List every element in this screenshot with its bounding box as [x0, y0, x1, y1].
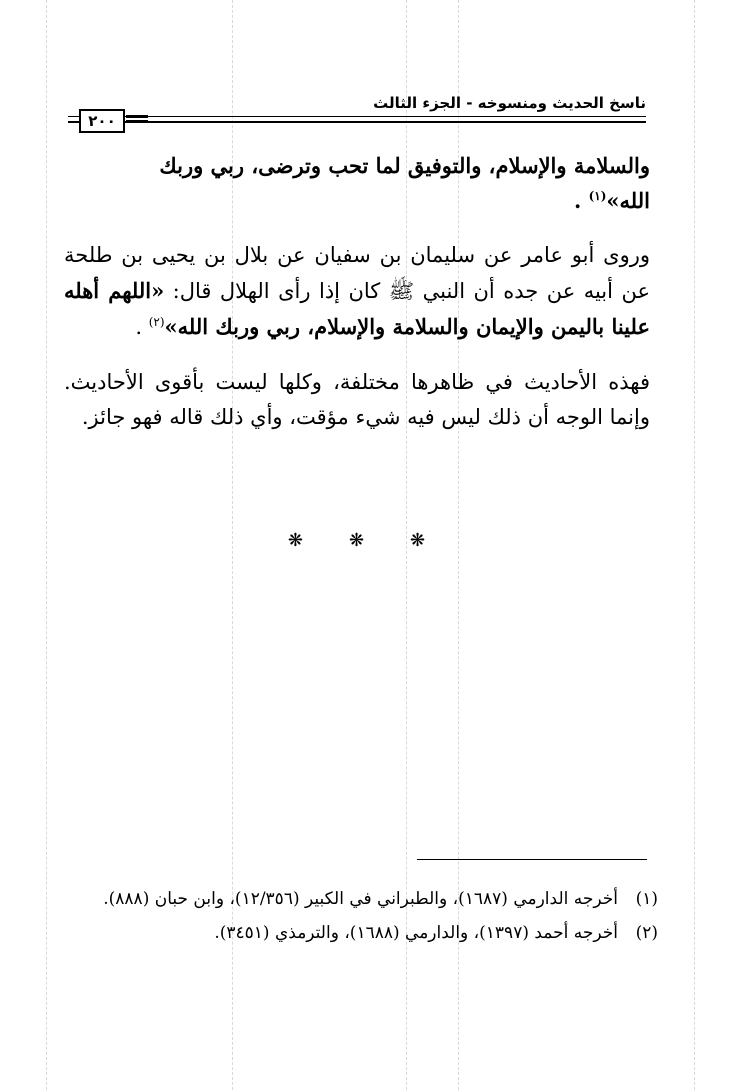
- header-rule: [68, 116, 646, 117]
- footnote-ref-2[interactable]: (٢): [148, 315, 165, 329]
- footnote-text: أخرجه الدارمي (١٦٨٧)، والطبراني في الكبير (١٢/٣٥٦)، وابن حبان (٨٨٨).: [103, 889, 618, 909]
- footnote-divider: [417, 859, 647, 860]
- main-text: [64, 148, 650, 455]
- footnote-number: (١): [635, 889, 658, 909]
- footnote-1: [66, 884, 658, 914]
- page-header: [68, 92, 646, 132]
- page-number: ٢٠٠: [79, 109, 125, 133]
- star-icon: ❋: [410, 530, 456, 551]
- paragraph-1-line-1: والسلامة والإسلام، والتوفيق لما تحب وترضى، ربي وربك: [159, 153, 650, 178]
- footnote-number: (٢): [635, 923, 658, 943]
- paragraph-1: والسلامة والإسلام، والتوفيق لما تحب وترضى، ربي وربك الله»$^{(١)}$ .: [159, 153, 650, 213]
- section-separator: [0, 530, 743, 551]
- star-icon: ❋: [287, 530, 333, 551]
- paragraph-1-line-2: الله»: [606, 188, 650, 213]
- paragraph-2: وروى أبو عامر عن سليمان بن سفيان عن بلال بن يحيى بن طلحة عن أبيه عن جده أن النبي ﷺ كان إذا رأى الهلال قال: «اللهم أهله علينا باليمن والإيمان والسلامة والإسلام، ربي وربك الله»$^{(٢)}$ .: [64, 243, 650, 339]
- paragraph-2-text: وروى أبو عامر عن سليمان بن سفيان عن بلال بن يحيى بن طلحة عن أبيه عن جده أن النبي ﷺ كان إذا رأى الهلال قال:: [64, 243, 650, 303]
- paragraph-3: فهذه الأحاديث في ظاهرها مختلفة، وكلها ليست بأقوى الأحاديث. وإنما الوجه أن ذلك ليس فيه شيء مؤقت، وأي ذلك قاله فهو جائز.: [64, 370, 650, 429]
- running-title: ناسخ الحديث ومنسوخه - الجزء الثالث: [373, 94, 646, 112]
- paragraph-2-quote: «اللهم أهله علينا باليمن والإيمان والسلامة والإسلام، ربي وربك الله»: [64, 278, 650, 339]
- footnotes: [66, 884, 658, 952]
- footnote-text: أخرجه أحمد (١٣٩٧)، والدارمي (١٦٨٨)، والترمذي (٣٤٥١).: [214, 923, 618, 943]
- footnote-ref-1[interactable]: (١): [588, 189, 607, 203]
- header-rule: [68, 121, 646, 123]
- page-number-ornament: [126, 115, 148, 123]
- footnote-2: [66, 918, 658, 948]
- star-icon: ❋: [348, 530, 395, 551]
